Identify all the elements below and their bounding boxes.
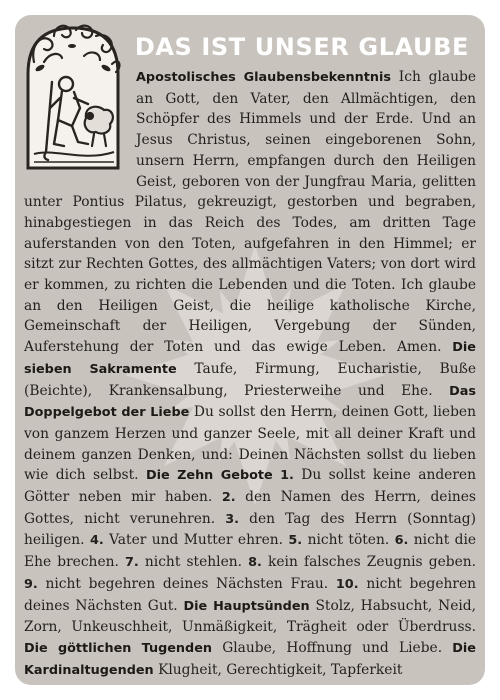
sacraments-text: Taufe, Firmung, Eucharistie, Buße (Beichte), Krankensalbung, Priesterweihe und Ehe. xyxy=(24,360,476,399)
commandment-text: nicht begehren deines Nächsten Gut. xyxy=(24,575,477,614)
creed-text-body xyxy=(24,67,476,681)
commandment-text: den Namen des Herrn, deines Gottes, nicht verunehren. xyxy=(24,489,476,527)
deadly-sins-heading: Die Hauptsünden xyxy=(183,598,310,614)
ten-commandments-heading: Die Zehn Gebote xyxy=(145,468,273,484)
commandment-text: nicht die Ehe brechen. xyxy=(24,532,477,571)
commandment-text: nicht stehlen. xyxy=(144,554,243,571)
commandment-number: 9. xyxy=(24,576,38,592)
commandment-number: 6. xyxy=(394,533,409,549)
commandment-text: den Tag des Herrn (Sonntag) heiligen. xyxy=(24,510,476,549)
commandment-text: nicht begehren deines Nächsten Frau. xyxy=(45,575,329,592)
love-commandment-text: Du sollst den Herrn, deinen Gott, lieben von ganzem Herzen und ganzer Seele, mit all deiner Kraft und deinem ganzen Denken, und: Deinen Nächsten sollst du lieben wie dich selbst. xyxy=(24,404,476,484)
sacraments-heading: Die sieben Sakramente xyxy=(24,340,476,377)
commandment-number: 10. xyxy=(335,576,359,592)
commandment-number: 1. xyxy=(280,468,294,484)
commandment-text: Vater und Mutter ehren. xyxy=(109,532,284,549)
prayer-card xyxy=(15,15,485,685)
commandment-number: 5. xyxy=(288,533,303,549)
commandment-number: 8. xyxy=(248,555,262,571)
commandment-number: 7. xyxy=(125,555,139,571)
theological-virtues-heading: Die göttlichen Tugenden xyxy=(24,640,212,656)
creed-text: Ich glaube an Gott, den Vater, den Allmächtigen, den Schöpfer des Himmels und der Erde. Und an Jesus Christus, seinen eingeborenen Sohn, unsern Herrn, empfangen durch den Heiligen Geist, geboren von der Jungfrau Maria, gelitten unter Pontius Pilatus, gekreuzigt, gestorben und begraben, hinabgestiegen in das Reich des Todes, am dritten Tage auferstanden von den Toten, aufgefahren in den Himmel; er sitzt zur Rechten Gottes, des allmächtigen Vaters; von dort wird er kommen, zu richten die Lebenden und die Toten. Ich glaube an den Heiligen Geist, die heilige katholische Kirche, Gemeinschaft der Heiligen, Vergebung der Sünden, Auferstehung der Toten und das ewige Leben. Amen. xyxy=(24,69,477,356)
deadly-sins-text: Stolz, Habsucht, Neid, Zorn, Unkeuschheit, Unmäßigkeit, Trägheit oder Überdruss. xyxy=(24,597,476,636)
creed-heading: Apostolisches Glaubensbekenntnis xyxy=(136,70,391,85)
commandment-number: 3. xyxy=(225,511,240,527)
commandment-number: 4. xyxy=(89,533,104,549)
theological-virtues-text: Glaube, Hoffnung und Liebe. xyxy=(222,639,443,656)
card-title: DAS IST UNSER GLAUBE xyxy=(134,33,469,61)
commandment-text: kein falsches Zeugnis geben. xyxy=(268,554,477,571)
commandment-text: Du sollst keine anderen Götter neben mir haben. xyxy=(24,467,476,506)
cardinal-virtues-text: Klugheit, Gerechtigkeit, Tapferkeit xyxy=(158,661,403,678)
cardinal-virtues-heading: Die Kardinaltugenden xyxy=(24,640,476,678)
commandment-number: 2. xyxy=(221,490,236,506)
commandment-text: nicht töten. xyxy=(307,532,390,549)
love-commandment-heading: Das Doppelgebot der Liebe xyxy=(24,383,476,421)
